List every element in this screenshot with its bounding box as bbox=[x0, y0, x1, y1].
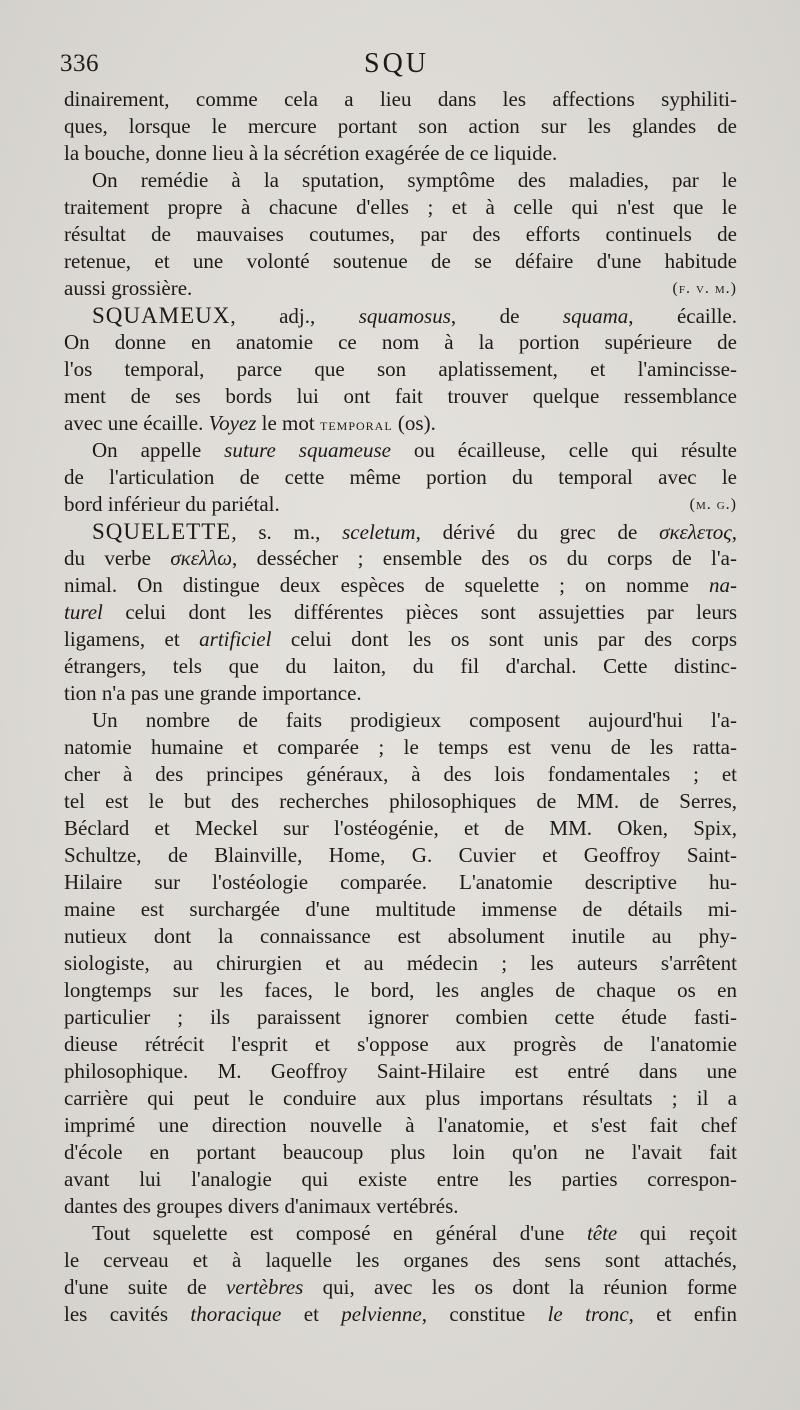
text-line: tel est le but des recherches philosophiques de MM. de Serres, bbox=[64, 789, 737, 813]
line-segment: et bbox=[281, 1302, 342, 1326]
line-segment: celui dont les os sont unis par des corps bbox=[271, 627, 737, 651]
text-line: de l'articulation de cette même portion du temporal avec le bbox=[64, 465, 737, 489]
text-line bbox=[64, 518, 737, 545]
text-line: philosophique. M. Geoffroy Saint-Hilaire est entré dans une bbox=[64, 1059, 737, 1083]
text-line bbox=[64, 1220, 737, 1247]
italic-term: sceletum bbox=[342, 520, 416, 544]
text-line bbox=[64, 545, 737, 572]
text-line bbox=[64, 572, 737, 599]
text-line bbox=[64, 626, 737, 653]
text-line: On donne en anatomie ce nom à la portion supérieure de bbox=[64, 330, 737, 354]
line-segment: , dérivé du grec de bbox=[415, 520, 660, 544]
line-segment: les cavités bbox=[64, 1302, 191, 1326]
italic-term: artificiel bbox=[199, 627, 272, 651]
text-line: Un nombre de faits prodigieux composent aujourd'hui l'a- bbox=[92, 708, 737, 732]
line-text: aussi grossière. bbox=[64, 276, 193, 300]
line-segment: Tout squelette est composé en général d'une bbox=[92, 1221, 587, 1245]
italic-term: squama bbox=[562, 304, 629, 328]
line-segment: , bbox=[731, 520, 737, 544]
line-segment: , et enfin bbox=[628, 1302, 737, 1326]
text-line: tion n'a pas une grande importance. bbox=[64, 681, 362, 705]
line-segment: , de bbox=[450, 304, 563, 328]
line-segment: , constitue bbox=[421, 1302, 548, 1326]
text-line: On remédie à la sputation, symptôme des maladies, par le bbox=[92, 168, 737, 192]
text-line: siologiste, au chirurgien et au médecin ; les auteurs s'arrêtent bbox=[64, 951, 737, 975]
text-line: dinairement, comme cela a lieu dans les affections syphiliti- bbox=[64, 87, 737, 111]
italic-term: suture squameuse bbox=[224, 438, 391, 462]
page-header bbox=[60, 42, 737, 86]
text-line: Béclard et Meckel sur l'ostéogénie, et de MM. Oken, Spix, bbox=[64, 816, 737, 840]
author-signature: (f. v. m.) bbox=[672, 280, 737, 297]
italic-term: σκελετος bbox=[659, 520, 732, 544]
italic-term: Voyez bbox=[208, 411, 257, 435]
text-line: natomie humaine et comparée ; le temps est venu de les ratta- bbox=[64, 735, 737, 759]
line-segment: avec une écaille. bbox=[64, 411, 209, 435]
line-segment: (os). bbox=[392, 411, 436, 435]
text-line: ment de ses bords lui ont fait trouver quelque ressemblance bbox=[64, 384, 737, 408]
text-line bbox=[64, 302, 737, 329]
line-segment: nimal. On distingue deux espèces de squelette ; on nomme bbox=[64, 573, 709, 597]
italic-term: vertèbres bbox=[225, 1275, 304, 1299]
italic-term: na- bbox=[709, 573, 737, 597]
line-segment: ligamens, et bbox=[64, 627, 200, 651]
line-segment: qui, avec les os dont la réunion forme bbox=[303, 1275, 737, 1299]
line-segment: du verbe bbox=[64, 546, 171, 570]
line-segment: le mot bbox=[256, 411, 320, 435]
text-line bbox=[64, 1274, 737, 1301]
text-block bbox=[60, 42, 738, 1328]
text-line: Schultze, de Blainville, Home, G. Cuvier et Geoffroy Saint- bbox=[64, 843, 737, 867]
cross-reference: temporal bbox=[319, 415, 393, 434]
running-head: SQU bbox=[364, 48, 430, 79]
text-line: résultat de mauvaises coutumes, par des efforts continuels de bbox=[64, 222, 737, 246]
text-line: Hilaire sur l'ostéologie comparée. L'anatomie descriptive hu- bbox=[64, 870, 737, 894]
italic-term: tête bbox=[586, 1221, 618, 1245]
entry-headword: SQUAMEUX bbox=[92, 303, 231, 328]
line-text: bord inférieur du pariétal. bbox=[64, 492, 280, 516]
text-line bbox=[64, 491, 737, 518]
italic-term: le tronc bbox=[547, 1302, 629, 1326]
text-line: cher à des principes généraux, à des lois fondamentales ; et bbox=[64, 762, 737, 786]
text-line: l'os temporal, parce que son aplatissement, et l'amincisse- bbox=[64, 357, 737, 381]
text-line: maine est surchargée d'une multitude immense de détails mi- bbox=[64, 897, 737, 921]
text-line: la bouche, donne lieu à la sécrétion exagérée de ce liquide. bbox=[64, 141, 558, 165]
line-segment: , dessécher ; ensemble des os du corps de l'a- bbox=[232, 546, 737, 570]
text-line: le cerveau et à laquelle les organes des sens sont attachés, bbox=[64, 1248, 737, 1272]
body-text bbox=[64, 86, 737, 1328]
line-segment: ou écailleuse, celle qui résulte bbox=[390, 438, 737, 462]
line-segment: d'une suite de bbox=[64, 1275, 226, 1299]
line-segment: qui reçoit bbox=[617, 1221, 738, 1245]
line-segment: , s. m., bbox=[231, 520, 343, 544]
entry-headword: SQUELETTE bbox=[92, 519, 232, 544]
text-line: avant lui l'analogie qui existe entre les parties correspon- bbox=[64, 1167, 737, 1191]
text-line: dieuse rétrécit l'esprit et s'oppose aux progrès de l'anatomie bbox=[64, 1032, 737, 1056]
text-line bbox=[64, 275, 737, 302]
text-line: dantes des groupes divers d'animaux vertébrés. bbox=[64, 1194, 459, 1218]
line-segment: On appelle bbox=[92, 438, 225, 462]
author-signature: (m. g.) bbox=[689, 496, 737, 513]
line-segment: celui dont les différentes pièces sont assujetties par leurs bbox=[102, 600, 737, 624]
text-line bbox=[64, 1301, 737, 1328]
text-line bbox=[64, 437, 737, 464]
italic-term: turel bbox=[64, 600, 103, 624]
text-line: traitement propre à chacune d'elles ; et à celle qui n'est que le bbox=[64, 195, 737, 219]
text-line: imprimé une direction nouvelle à l'anatomie, et s'est fait chef bbox=[64, 1113, 737, 1137]
text-line: particulier ; ils paraissent ignorer combien cette étude fasti- bbox=[64, 1005, 737, 1029]
text-line: longtemps sur les faces, le bord, les angles de chaque os en bbox=[64, 978, 737, 1002]
text-line bbox=[64, 410, 737, 437]
line-segment: , écaille. bbox=[628, 304, 737, 328]
italic-term: thoracique bbox=[190, 1302, 282, 1326]
italic-term: pelvienne bbox=[341, 1302, 422, 1326]
text-line: retenue, et une volonté soutenue de se défaire d'une habitude bbox=[64, 249, 737, 273]
italic-term: squamosus bbox=[358, 304, 451, 328]
text-line: ques, lorsque le mercure portant son action sur les glandes de bbox=[64, 114, 737, 138]
text-line: carrière qui peut le conduire aux plus importans résultats ; il a bbox=[64, 1086, 737, 1110]
page-number: 336 bbox=[60, 50, 99, 77]
text-line bbox=[64, 599, 737, 626]
text-line: étrangers, tels que du laiton, du fil d'archal. Cette distinc- bbox=[64, 654, 737, 678]
text-line: nutieux dont la connaissance est absolument inutile au phy- bbox=[64, 924, 737, 948]
text-line: d'école en portant beaucoup plus loin qu'on ne l'avait fait bbox=[64, 1140, 737, 1164]
line-segment: , adj., bbox=[230, 304, 359, 328]
italic-term: σκελλω bbox=[170, 546, 233, 570]
